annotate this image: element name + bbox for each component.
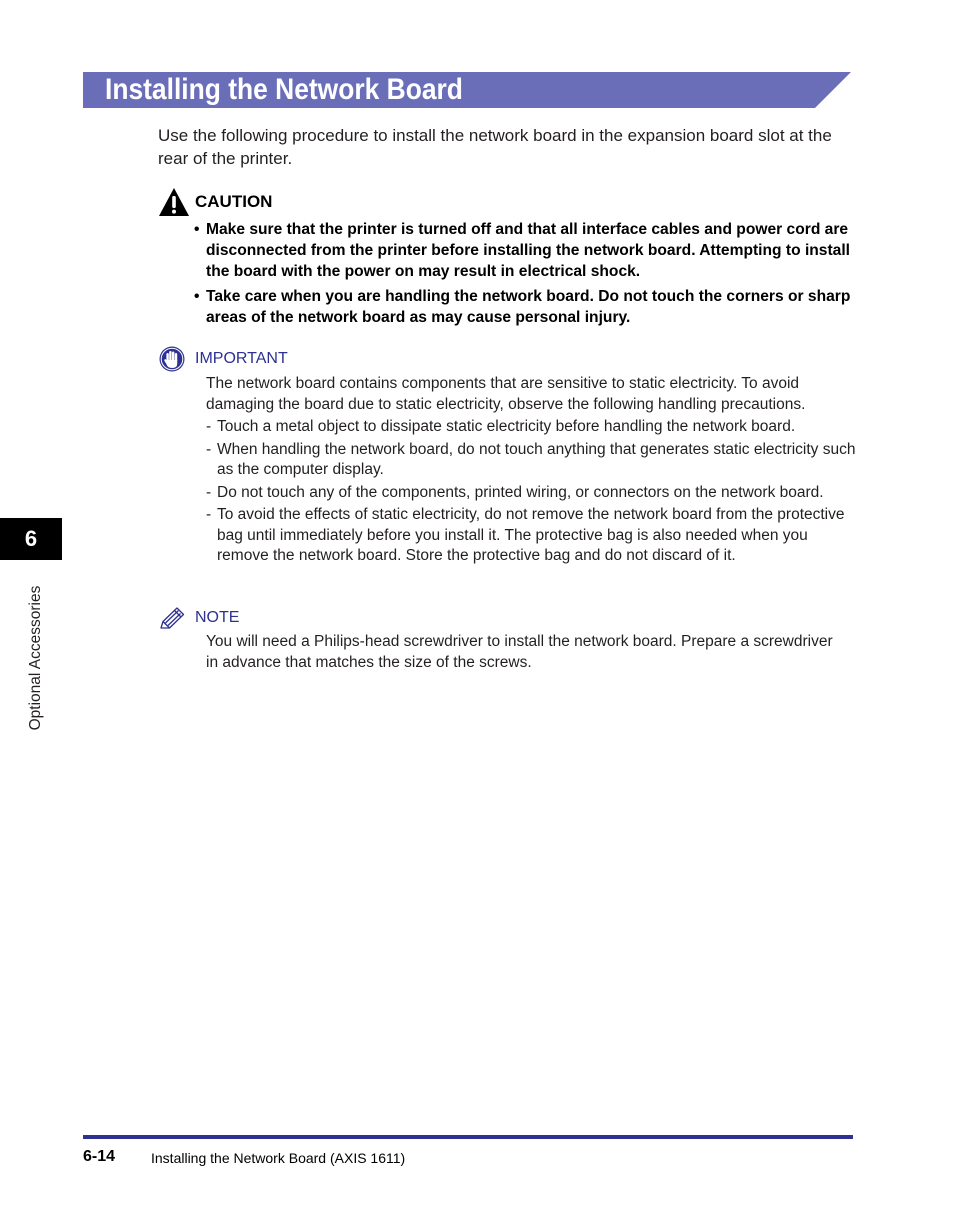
raised-hand-icon	[158, 345, 186, 373]
bullet-icon: •	[194, 221, 200, 238]
dash-bullet: -	[206, 483, 212, 501]
caution-item-text: Take care when you are handling the network board. Do not touch the corners or sharp areas of the network board as may cause personal injury.	[206, 288, 851, 326]
caution-item	[194, 286, 854, 328]
list-item-text: When handling the network board, do not touch anything that generates static electricity such as the computer display.	[217, 440, 856, 478]
caution-label: CAUTION	[195, 192, 273, 211]
section-title: Installing the Network Board	[105, 73, 463, 106]
list-item	[206, 505, 856, 567]
list-item-text: To avoid the effects of static electricity, do not remove the network board from the protective bag until immediately before you install it. The protective bag is also needed when you remove the network board. Store the protective bag and do not discard of it.	[217, 506, 845, 564]
chapter-tab: 6	[0, 518, 62, 560]
note-label: NOTE	[195, 609, 240, 626]
important-label: IMPORTANT	[195, 350, 288, 367]
list-item-text: Touch a metal object to dissipate static electricity before handling the network board.	[217, 418, 796, 435]
important-body	[206, 374, 856, 569]
footer-rule	[83, 1135, 853, 1139]
list-item	[206, 483, 856, 504]
caution-item-text: Make sure that the printer is turned off and that all interface cables and power cord are disconnected from the printer before installing the network board. Attempting to install the board with the power on may result in electrical shock.	[206, 221, 851, 280]
caution-list	[194, 219, 854, 332]
list-item	[206, 440, 856, 481]
page-number: 6-14	[83, 1148, 116, 1165]
precaution-list	[206, 417, 856, 567]
list-item	[206, 417, 856, 438]
dash-bullet: -	[206, 418, 212, 435]
list-item-text: Do not touch any of the components, printed wiring, or connectors on the network board.	[217, 483, 824, 501]
chapter-title-vertical: Optional Accessories	[27, 585, 44, 731]
note-text: You will need a Philips-head screwdriver to install the network board. Prepare a screwdriver in advance that matches the size of the screws.	[206, 633, 833, 671]
dash-bullet: -	[206, 506, 212, 523]
caution-heading	[158, 187, 272, 217]
bullet-icon: •	[194, 288, 200, 305]
note-heading	[158, 606, 239, 630]
intro-paragraph: Use the following procedure to install the network board in the expansion board slot at the rear of the printer.	[158, 126, 832, 168]
important-heading	[158, 345, 288, 373]
dash-bullet: -	[206, 440, 212, 458]
section-title-bar	[83, 72, 851, 108]
pencil-icon	[158, 606, 186, 630]
caution-item	[194, 219, 854, 282]
warning-triangle-icon	[158, 187, 190, 217]
important-text: The network board contains components that are sensitive to static electricity. To avoid damaging the board due to static electricity, observe the following handling precautions.	[206, 375, 806, 413]
footer-title: Installing the Network Board (AXIS 1611)	[151, 1150, 406, 1166]
